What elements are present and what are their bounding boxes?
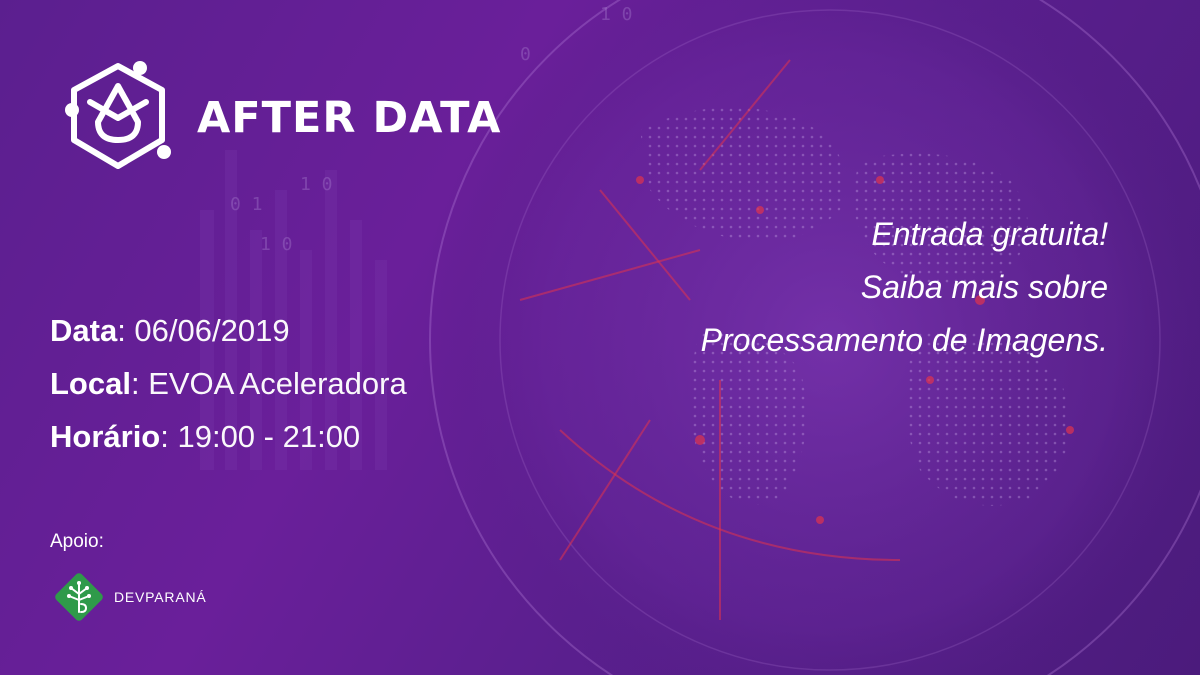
time-value: : 19:00 - 21:00 — [160, 419, 361, 454]
svg-text:1 0: 1 0 — [300, 174, 333, 195]
location-label: Local — [50, 366, 131, 401]
svg-text:1 0: 1 0 — [600, 4, 633, 25]
brand-name: AFTER DATA — [197, 93, 502, 143]
time-row — [50, 410, 407, 463]
svg-text:0 1: 0 1 — [230, 194, 263, 215]
location-value: : EVOA Aceleradora — [130, 366, 407, 401]
promo-line-2: Saiba mais sobre — [860, 269, 1108, 305]
date-value: : 06/06/2019 — [117, 313, 290, 348]
svg-text:0: 0 — [520, 44, 531, 65]
event-details — [50, 304, 407, 463]
promo-text — [701, 208, 1108, 367]
promo-line-1: Entrada gratuita! — [871, 216, 1108, 252]
time-label: Horário — [50, 419, 161, 454]
promo-line-3: Processamento de Imagens. — [700, 322, 1108, 358]
after-data-logo-icon — [62, 56, 174, 180]
support-label: Apoio: — [50, 531, 104, 552]
date-label: Data — [50, 313, 118, 348]
location-row — [50, 357, 407, 410]
sponsor-devparana — [52, 570, 207, 624]
svg-text:1 0: 1 0 — [260, 234, 293, 255]
devparana-logo-icon — [52, 570, 106, 624]
date-row — [50, 304, 407, 357]
sponsor-name: DEVPARANÁ — [114, 589, 207, 605]
